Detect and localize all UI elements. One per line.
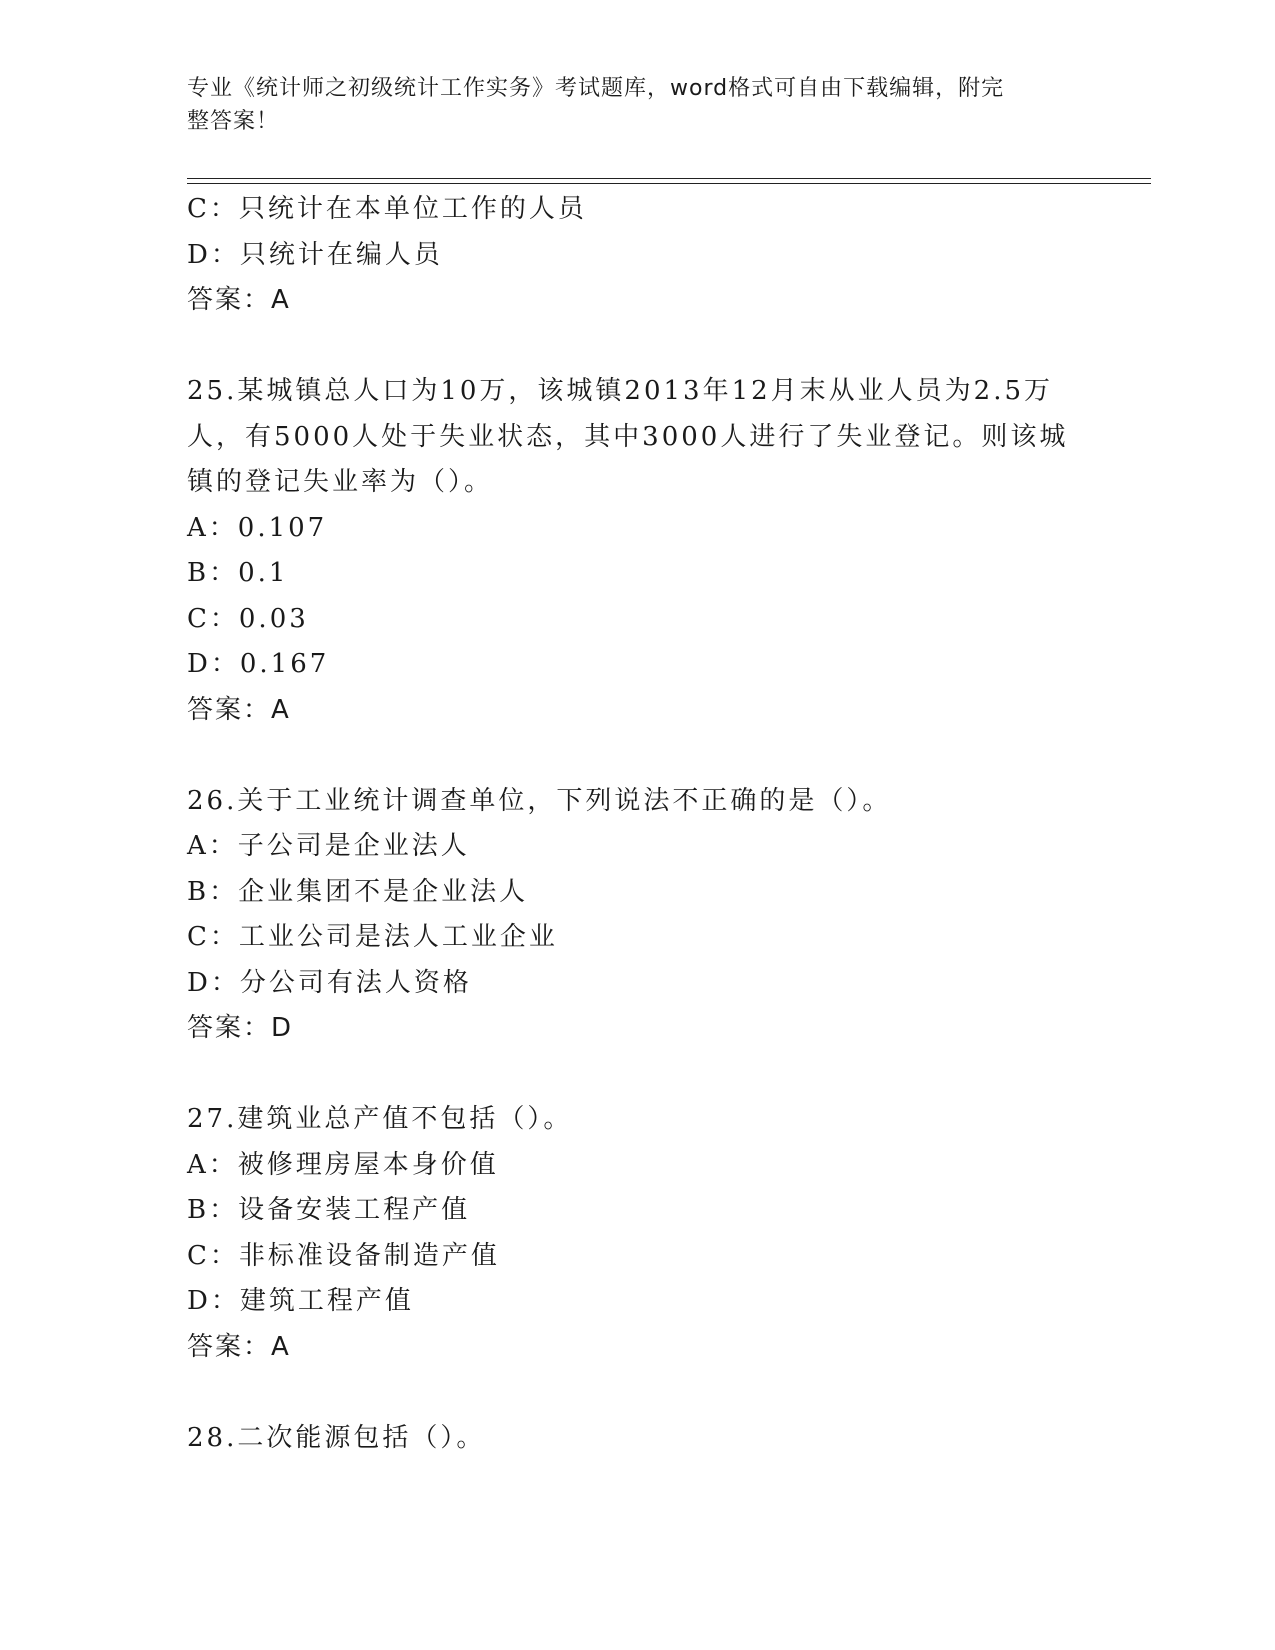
header-rule-top (187, 178, 1151, 179)
question-stem: 镇的登记失业率为（）。 (187, 467, 494, 497)
answer: 答案：A (187, 285, 291, 315)
question-stem: 人，有5000人处于失业状态，其中3000人进行了失业登记。则该城 (187, 421, 1069, 452)
question-stem: 28.二次能源包括（）。 (187, 1422, 486, 1453)
spacer (187, 324, 1087, 370)
spacer (187, 1052, 1087, 1098)
option-b: B：企业集团不是企业法人 (187, 876, 529, 907)
answer: 答案：D (187, 1013, 294, 1043)
question-stem: 25.某城镇总人口为10万，该城镇2013年12月末从业人员为2.5万 (187, 376, 1054, 406)
header-line-2: 整答案！ (187, 109, 280, 134)
question-stem: 27.建筑业总产值不包括（）。 (187, 1104, 573, 1134)
header-line-1: 专业《统计师之初级统计工作实务》考试题库，word格式可自由下载编辑，附完 (187, 76, 1005, 101)
question-27 (187, 1097, 1087, 1370)
answer: 答案：A (187, 1331, 291, 1362)
option-d: D：分公司有法人资格 (187, 967, 472, 998)
question-list (187, 187, 1087, 1461)
question-26 (187, 779, 1087, 1052)
question-24 (187, 187, 1087, 324)
question-28 (187, 1416, 1087, 1462)
question-stem: 26.关于工业统计调查单位，下列说法不正确的是（）。 (187, 785, 892, 816)
spacer (187, 733, 1087, 779)
answer: 答案：A (187, 694, 291, 725)
spacer (187, 1370, 1087, 1416)
option-d: D：建筑工程产值 (187, 1286, 414, 1316)
option-a: A：被修理房屋本身价值 (187, 1149, 499, 1180)
option-a: A：0.107 (187, 512, 328, 543)
option-c: C：工业公司是法人工业企业 (187, 922, 558, 952)
option-d: D：0.167 (187, 649, 330, 679)
header-rule-bottom (187, 183, 1151, 184)
option-c: C：非标准设备制造产值 (187, 1240, 500, 1271)
option-d: D：只统计在编人员 (187, 239, 443, 270)
option-b: B：设备安装工程产值 (187, 1195, 471, 1225)
option-b: B：0.1 (187, 558, 289, 588)
option-a: A：子公司是企业法人 (187, 831, 470, 861)
option-c: C：0.03 (187, 603, 309, 634)
option-c: C：只统计在本单位工作的人员 (187, 194, 587, 224)
document-header (187, 72, 1067, 138)
question-25 (187, 369, 1087, 733)
